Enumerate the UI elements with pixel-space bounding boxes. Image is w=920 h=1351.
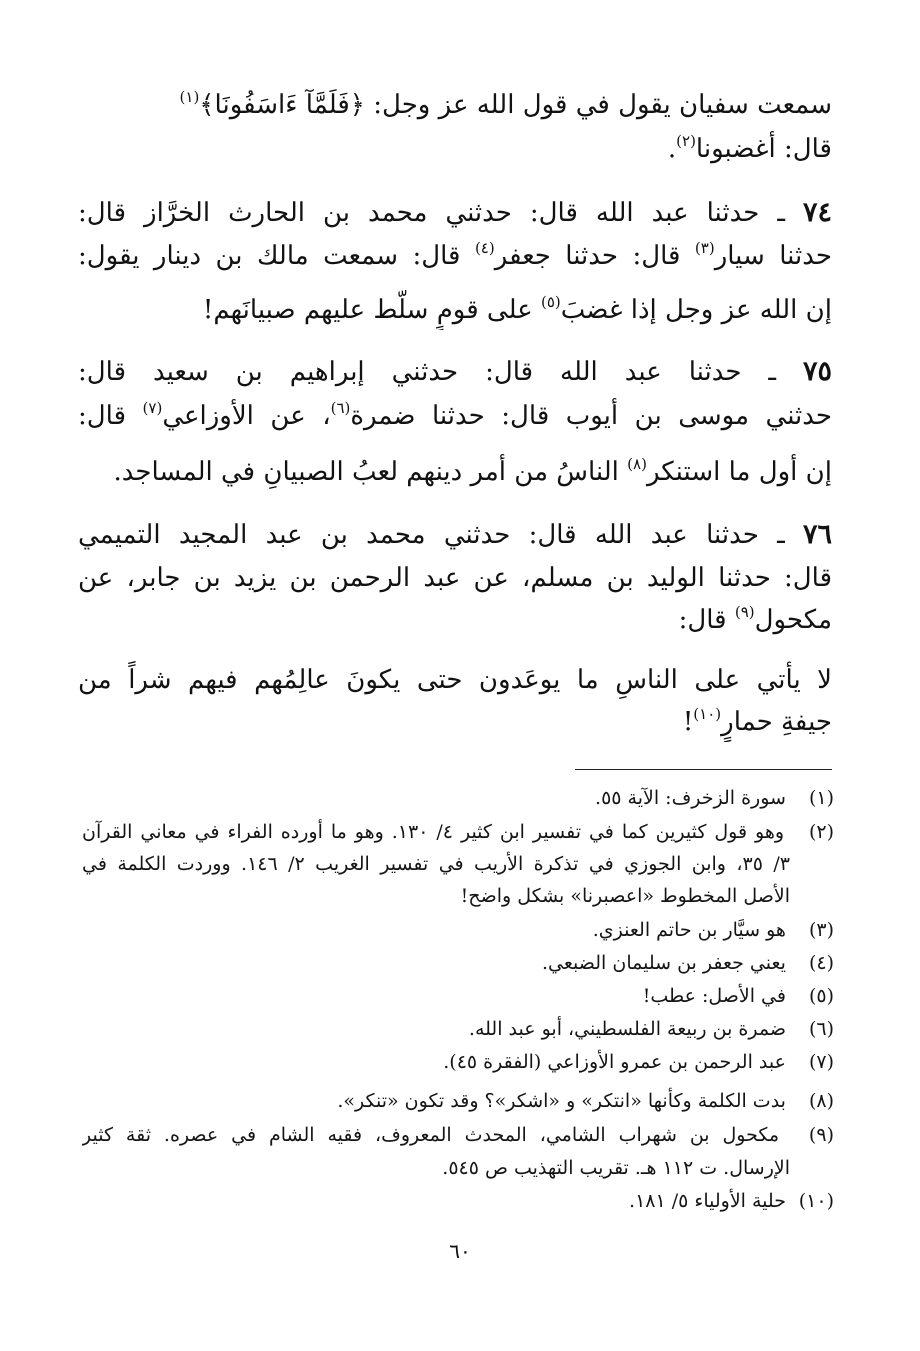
footnote-2-cont-2 [82,881,834,911]
hadith-text: مكحول [754,605,832,635]
hadith-75-quote [78,452,832,492]
hadith-76-quote-1 [78,660,832,700]
hadith-74-line-2 [78,236,832,276]
hadith-text: قال: [678,605,735,635]
footnote-ref: (٤) [474,239,495,257]
hadith-75-line-1 [78,352,832,392]
hadith-number: ٧٦ [802,519,832,550]
hadith-text: ـ حدثنا عبد الله قال: حدثني إبراهيم بن سعيد قال: [78,357,803,387]
footnote-9 [82,1120,834,1150]
footnote-text: ٣/ ٣٥، وابن الجوزي في تذكرة الأريب في تفسير الغريب ٢/ ١٤٦. ووردت الكلمة في [82,853,790,875]
intro-line-2 [78,129,832,169]
footnote-text: يعني جعفر بن سليمان الضبعي. [542,952,786,974]
quote-text: على قومٍ سلَّط عليهم صبيانَهم! [202,295,541,325]
hadith-text: حدثنا سيار [714,241,832,271]
footnote-number: (٦) [808,1018,834,1040]
hadith-76-line-1 [78,515,832,555]
footnote-number: (٨) [808,1090,834,1112]
hadith-text: ، عن الأوزاعي [162,401,331,431]
footnote-ref: (٣) [694,239,715,257]
footnote-10 [82,1186,834,1216]
footnote-number: (٩) [808,1124,834,1146]
footnote-text: سورة الزخرف: الآية ٥٥. [595,787,786,809]
hadith-text: حدثني موسى بن أيوب قال: حدثنا ضمرة [350,401,832,431]
footnote-ref: (١) [179,88,200,106]
quote-text: جيفةِ حمارٍ [721,707,832,737]
footnote-ref: (٦) [330,399,351,417]
footnote-2 [82,817,834,847]
footnote-ref: (٨) [627,455,647,473]
footnote-3 [82,915,834,945]
footnote-6 [82,1014,834,1044]
hadith-text: قال: سمعت مالك بن دينار يقول: [78,241,475,271]
quote-text: الناسُ من أمر دينهم لعبُ الصبيانِ في المساجد. [113,457,628,487]
intro-line-1 [78,85,832,125]
footnote-number: (٧) [808,1051,834,1073]
footnote-text: حلية الأولياء ٥/ ١٨١. [629,1190,786,1212]
footnote-ref: (٢) [676,132,696,150]
footnote-ref: (٧) [142,399,163,417]
quote-text: إن الله عز وجل إذا غضبَ [560,295,832,325]
footnote-text: ضمرة بن ربيعة الفلسطيني، أبو عبد الله. [468,1018,786,1040]
footnote-5 [82,981,834,1011]
hadith-text: قال: حدثنا جعفر [494,241,695,271]
page-number: ٦٠ [449,1239,471,1263]
footnote-text: وهو قول كثيرين كما في تفسير ابن كثير ٤/ ١٣٠. وهو ما أورده الفراء في معاني القرآن [82,821,785,843]
hadith-74-quote [78,290,832,330]
footnote-text: مكحول بن شهراب الشامي، المحدث المعروف، فقيه الشام في عصره. ثقة كثير [82,1124,780,1146]
footnote-number: (٤) [808,952,834,974]
footnote-4 [82,948,834,978]
footnote-text: في الأصل: عطب! [642,985,786,1007]
hadith-74-line-1 [78,193,832,233]
hadith-text: قال: حدثنا الوليد بن مسلم، عن عبد الرحمن بن يزيد بن جابر، عن [78,563,832,593]
footnote-2-cont-1 [82,849,834,879]
hadith-number: ٧٤ [802,197,832,228]
footnote-text: هو سيَّار بن حاتم العنزي. [592,919,786,941]
hadith-76-quote-2 [78,702,832,742]
footnote-separator [575,769,832,770]
footnote-number: (١) [808,787,834,809]
hadith-text: ـ حدثنا عبد الله قال: حدثني محمد بن عبد المجيد التميمي [78,520,803,550]
quote-text: ! [682,707,694,737]
intro-text: . [667,134,677,164]
footnote-1 [82,783,834,813]
hadith-text: قال: [78,401,143,431]
hadith-number: ٧٥ [802,356,832,387]
footnote-text: الإرسال. ت ١١٢ هـ. تقريب التهذيب ص ٥٤٥. [442,1157,790,1179]
footnote-number: (٣) [808,919,834,941]
quote-text: إن أول ما استنكر [646,457,832,487]
hadith-text: ـ حدثنا عبد الله قال: حدثني محمد بن الحارث الخرَّاز قال: [78,198,803,228]
footnote-number: (٢) [808,821,834,843]
footnote-9-cont [82,1153,834,1183]
footnote-ref: (٥) [541,293,561,311]
intro-text: سمعت سفيان يقول في قول الله عز وجل: [365,90,832,120]
footnote-text: عبد الرحمن بن عمرو الأوزاعي (الفقرة ٤٥). [443,1051,786,1073]
footnote-text: الأصل المخطوط «اعصبرنا» بشكل واضح! [460,885,790,907]
footnote-7 [82,1047,834,1077]
hadith-75-line-2 [78,396,832,436]
footnote-8 [82,1086,834,1116]
footnote-ref: (١٠) [693,705,722,723]
quote-text: لا يأتي على الناسِ ما يوعَدون حتى يكونَ عالِمُهم فيهم شراً من [78,665,832,695]
footnote-number: (١٠) [798,1190,834,1212]
footnote-ref: (٩) [734,603,755,621]
intro-text: قال: أغضبونا [695,134,832,164]
footnote-text: بدت الكلمة وكأنها «انتكر» و «اشكر»؟ وقد تكون «تنكر». [337,1090,786,1112]
quran-verse: ﴿فَلَمَّآ ءَاسَفُونَا﴾ [199,90,365,120]
hadith-76-line-2 [78,558,832,598]
footnote-number: (٥) [808,985,834,1007]
hadith-76-line-3 [78,600,832,640]
